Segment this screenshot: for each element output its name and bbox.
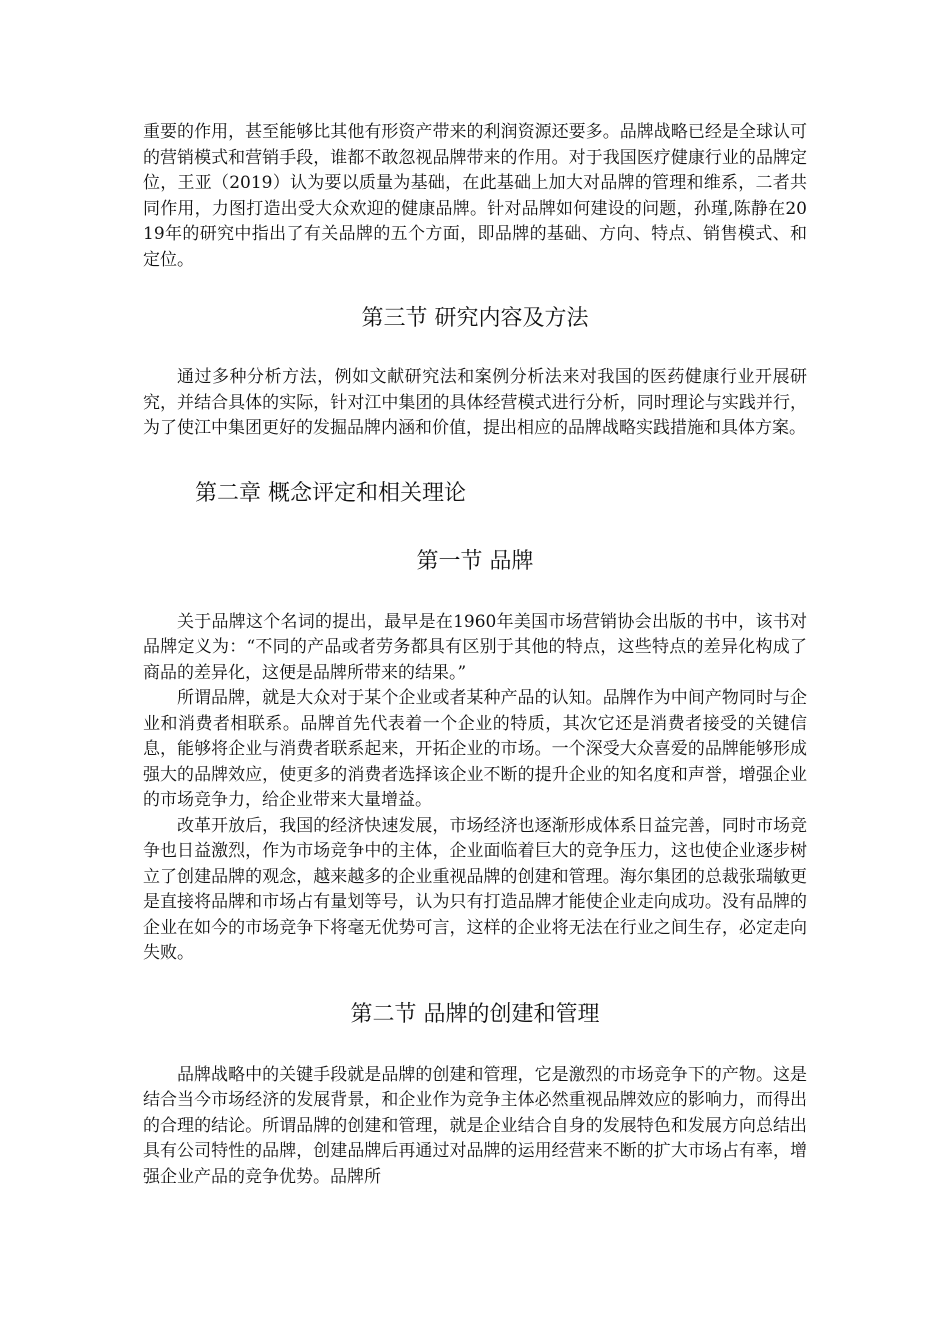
paragraph-reform-era: 改革开放后，我国的经济快速发展，市场经济也逐渐形成体系日益完善，同时市场竞争也日益激烈，作为市场竞争中的主体，企业面临着巨大的竞争压力，这也使企业逐步树立了创建品牌的观念，越来越多的企业重视品牌的创建和管理。海尔集团的总裁张瑞敏更是直接将品牌和市场占有量划等号，认为只有打造品牌才能使企业走向成功。没有品牌的企业在如今的市场竞争下将毫无优势可言，这样的企业将无法在行业之间生存，必定走向失败。 bbox=[143, 815, 807, 963]
spacer bbox=[143, 273, 807, 303]
paragraph-brand-definition: 关于品牌这个名词的提出，最早是在1960年美国市场营销协会出版的书中，该书对品牌定义为：“不同的产品或者劳务都具有区别于其他的特点，这些特点的差异化构成了商品的差异化，这便是品牌所带来的结果。” bbox=[143, 611, 807, 683]
section-heading-brand-creation: 第二节 品牌的创建和管理 bbox=[350, 1001, 600, 1027]
spacer bbox=[143, 967, 807, 999]
spacer bbox=[143, 510, 807, 546]
spacer bbox=[143, 442, 807, 478]
paragraph-brand-meaning: 所谓品牌，就是大众对于某个企业或者某种产品的认知。品牌作为中间产物同时与企业和消费者相联系。品牌首先代表着一个企业的特质，其次它还是消费者接受的关键信息，能够将企业与消费者联系起来，开拓企业的市场。一个深受大众喜爱的品牌能够形成强大的品牌效应，使更多的消费者选择该企业不断的提升企业的知名度和声誉，增强企业的市场竞争力，给企业带来大量增益。 bbox=[143, 688, 807, 810]
paragraph-research-methods: 通过多种分析方法，例如文献研究法和案例分析法来对我国的医药健康行业开展研究，并结合具体的实际，针对江中集团的具体经营模式进行分析，同时理论与实践并行，为了使江中集团更好的发掘品牌内涵和价值，提出相应的品牌战略实践措施和具体方案。 bbox=[143, 367, 807, 438]
paragraph-brand-importance: 重要的作用，甚至能够比其他有形资产带来的利润资源还要多。品牌战略已经是全球认可的营销模式和营销手段，谁都不敢忽视品牌带来的作用。对于我国医疗健康行业的品牌定位，王亚（2019）认为要以质量为基础，在此基础上加大对品牌的管理和维系，二者共同作用，力图打造出受大众欢迎的健康品牌。针对品牌如何建设的问题，孙瑾,陈静在2019年的研究中指出了有关品牌的五个方面，即品牌的基础、方向、特点、销售模式、和定位。 bbox=[143, 122, 807, 270]
spacer bbox=[143, 1031, 807, 1063]
chapter-heading-concepts: 第二章 概念评定和相关理论 bbox=[195, 480, 466, 506]
section-heading-brand: 第一节 品牌 bbox=[416, 548, 534, 574]
paragraph-brand-creation: 品牌战略中的关键手段就是品牌的创建和管理，它是激烈的市场竞争下的产物。这是结合当今市场经济的发展背景，和企业作为竞争主体必然重视品牌效应的影响力，而得出的合理的结论。所谓品牌的创建和管理，就是企业结合自身的发展特色和发展方向总结出具有公司特性的品牌，创建品牌后再通过对品牌的运用经营来不断的扩大市场占有率，增强企业产品的竞争优势。品牌所 bbox=[143, 1064, 807, 1187]
spacer bbox=[143, 335, 807, 365]
section-heading-research-content: 第三节 研究内容及方法 bbox=[361, 306, 589, 331]
spacer bbox=[143, 578, 807, 610]
document-page bbox=[143, 120, 807, 1190]
